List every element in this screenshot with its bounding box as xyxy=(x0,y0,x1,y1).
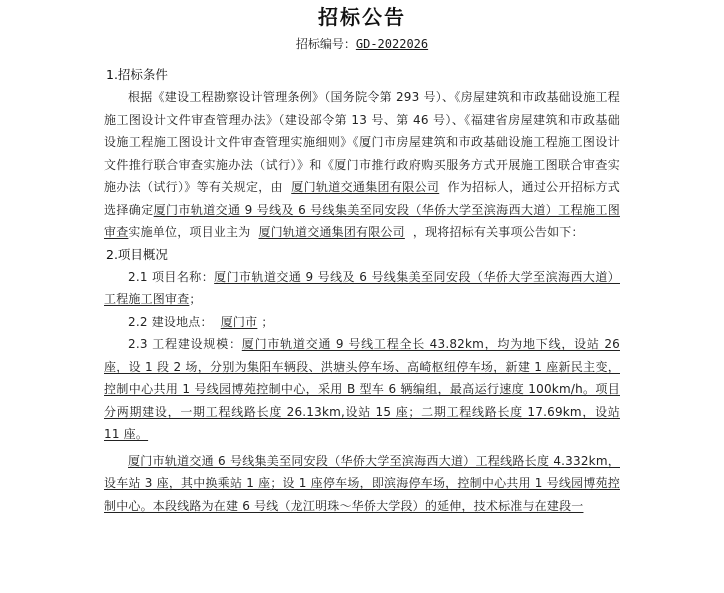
item-2-3-value: 厦门市轨道交通 9 号线工程全长 43.82km，均为地下线，设站 26 座，设 1 段 2 场，分别为集阳车辆段、洪塘头停车场、高崎枢纽停车场，新建 1 座新民主变，控制中心共用 1 号线园博苑控制中心，采用 B 型车 6 辆编组，最高运行速度 100km/h。项目分两期建设，一期工程线路长度 26.13km,设站 15 座；二期工程线路长度 17.69km，设站 11 座。 xyxy=(104,337,620,441)
section-1-heading: 1.招标条件 xyxy=(106,67,168,82)
tenderer-org: 厦门轨道交通集团有限公司 xyxy=(291,180,440,194)
sec1-text-c: 实施单位，项目业主为 xyxy=(128,225,251,239)
item-2-2 xyxy=(104,311,620,334)
owner-org: 厦门轨道交通集团有限公司 xyxy=(258,225,405,239)
sec1-text-d: ，现将招标有关事项公告如下： xyxy=(412,225,584,239)
line-6-paragraph xyxy=(104,450,620,518)
item-2-2-label: 2.2 建设地点： xyxy=(128,314,213,329)
line-6-text: 厦门市轨道交通 6 号线集美至同安段（华侨大学至滨海西大道）工程线路长度 4.332km，设车站 3 座，其中换乘站 1 座；设 1 座停车场，即滨海停车场，控制中心共用 1 号线园博苑控制中心。本段线路为在建 6 号线（龙江明珠～华侨大学段）的延伸，技术标准与在建段一 xyxy=(104,453,620,513)
item-2-2-value: 厦门市 xyxy=(220,314,258,329)
sec1-text-b: 作为招标人，通过公开招标方式选择确定 xyxy=(104,180,621,217)
project-name-inline: 厦门市轨道交通 9 号线及 6 号线集美至同安段（华侨大学至滨海西大道）工程施工图审查 xyxy=(104,202,620,239)
tender-code-line xyxy=(104,34,620,56)
section-1-paragraph xyxy=(104,86,620,244)
item-2-1-label: 2.1 项目名称： xyxy=(128,269,215,284)
item-2-1-end: ； xyxy=(189,292,202,306)
tender-code-label: 招标编号： xyxy=(295,37,356,51)
doc-title: 招标公告 xyxy=(318,5,406,29)
item-2-1-value: 厦门市轨道交通 9 号线及 6 号线集美至同安段（华侨大学至滨海西大道）工程施工图审查 xyxy=(104,269,620,306)
item-2-2-end: ； xyxy=(261,314,274,329)
section-2-heading: 2.项目概况 xyxy=(106,246,168,262)
item-2-3 xyxy=(104,333,620,446)
sec1-text-a: 根据《建设工程勘察设计管理条例》（国务院令第 293 号）、《房屋建筑和市政基础设施工程施工图设计文件审查管理办法》（建设部令第 13 号、第 46 号）、《福建省房屋建筑和市政基础设施工程施工图设计文件审查管理实施细则》《厦门市房屋建筑和市政基础设施工程施工图设计文件推行联合审查实施办法（试行）》和《厦门市推行政府购买服务方式开展施工图联合审查实施办法（试行）》等有关规定，由 xyxy=(104,90,620,194)
tender-code-value: GD-2022026 xyxy=(355,37,429,51)
item-2-1 xyxy=(104,266,620,311)
item-2-3-label: 2.3 工程建设规模： xyxy=(128,337,242,351)
